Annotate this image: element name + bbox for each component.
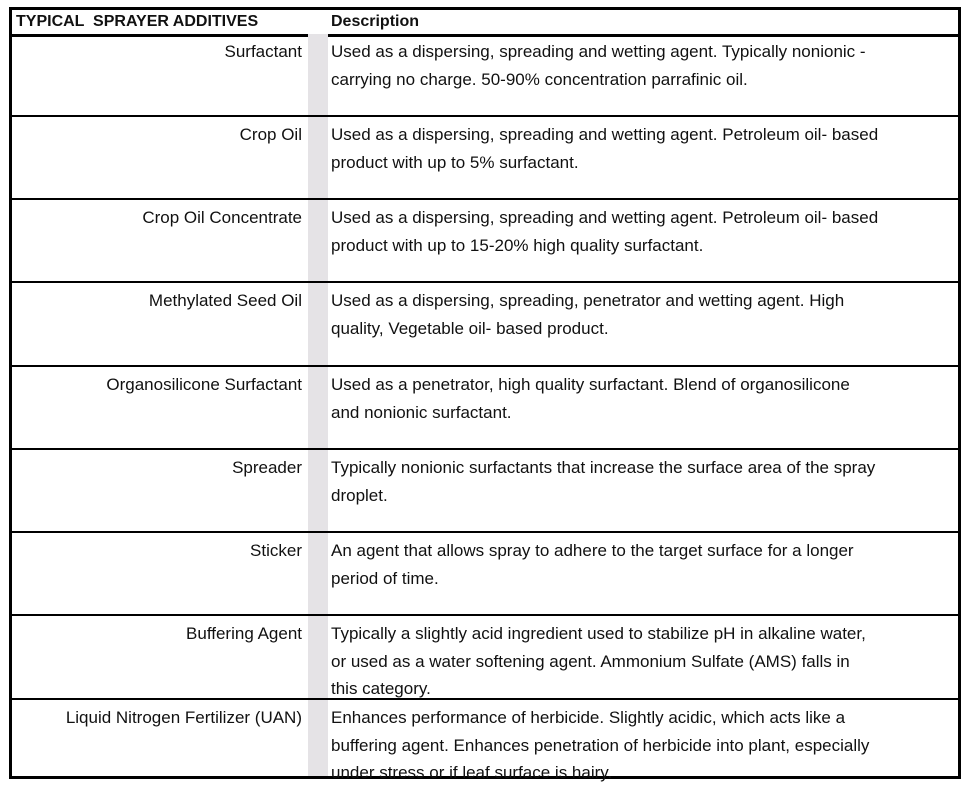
- row-term: Surfactant: [224, 42, 302, 61]
- table-row-organosilicone-surfactant: [12, 367, 958, 450]
- table-row-spreader: [12, 450, 958, 533]
- row-description: Used as a dispersing, spreading, penetrator and wetting agent. High quality, Vegetable oil- based product.: [331, 291, 845, 338]
- row-term: Buffering Agent: [186, 624, 302, 643]
- table-row-surfactant: [12, 34, 958, 117]
- row-description: An agent that allows spray to adhere to the target surface for a longer period of time.: [331, 541, 854, 588]
- row-description: Used as a dispersing, spreading and wetting agent. Petroleum oil- based product with up to 15-20% high quality surfactant.: [331, 208, 879, 255]
- row-description: Typically a slightly acid ingredient used to stabilize pH in alkaline water, or used as a water softening agent. Ammonium Sulfate (AMS) falls in this category.: [331, 624, 866, 698]
- row-term: Crop Oil: [239, 125, 302, 144]
- row-description: Enhances performance of herbicide. Slightly acidic, which acts like a buffering agent. Enhances penetration of herbicide into plant, especially under stress or if leaf surface is hairy.: [331, 708, 870, 782]
- row-term: Spreader: [232, 458, 302, 477]
- row-term: Methylated Seed Oil: [148, 291, 302, 310]
- header-description: Description: [331, 13, 420, 30]
- row-term: Crop Oil Concentrate: [142, 208, 302, 227]
- row-term: Organosilicone Surfactant: [106, 375, 302, 394]
- additives-table: [9, 7, 961, 782]
- row-term: Liquid Nitrogen Fertilizer (UAN): [65, 708, 302, 727]
- row-description: Used as a penetrator, high quality surfactant. Blend of organosilicone and nonionic surfactant.: [331, 375, 850, 422]
- table-row-methylated-seed-oil: [12, 283, 958, 367]
- table-row-buffering-agent: [12, 616, 958, 700]
- row-description: Typically nonionic surfactants that increase the surface area of the spray droplet.: [331, 458, 876, 505]
- table-row-crop-oil: [12, 117, 958, 200]
- row-term: Sticker: [250, 541, 302, 560]
- table-row-sticker: [12, 533, 958, 616]
- table-row-crop-oil-concentrate: [12, 200, 958, 283]
- table-header: [12, 10, 958, 37]
- table-row-liquid-nitrogen-fertilizer: [12, 700, 958, 782]
- row-description: Used as a dispersing, spreading and wetting agent. Typically nonionic - carrying no charge. 50-90% concentration parrafinic oil.: [331, 42, 866, 89]
- row-description: Used as a dispersing, spreading and wetting agent. Petroleum oil- based product with up to 5% surfactant.: [331, 125, 879, 172]
- header-additives: TYPICAL SPRAYER ADDITIVES: [16, 13, 259, 30]
